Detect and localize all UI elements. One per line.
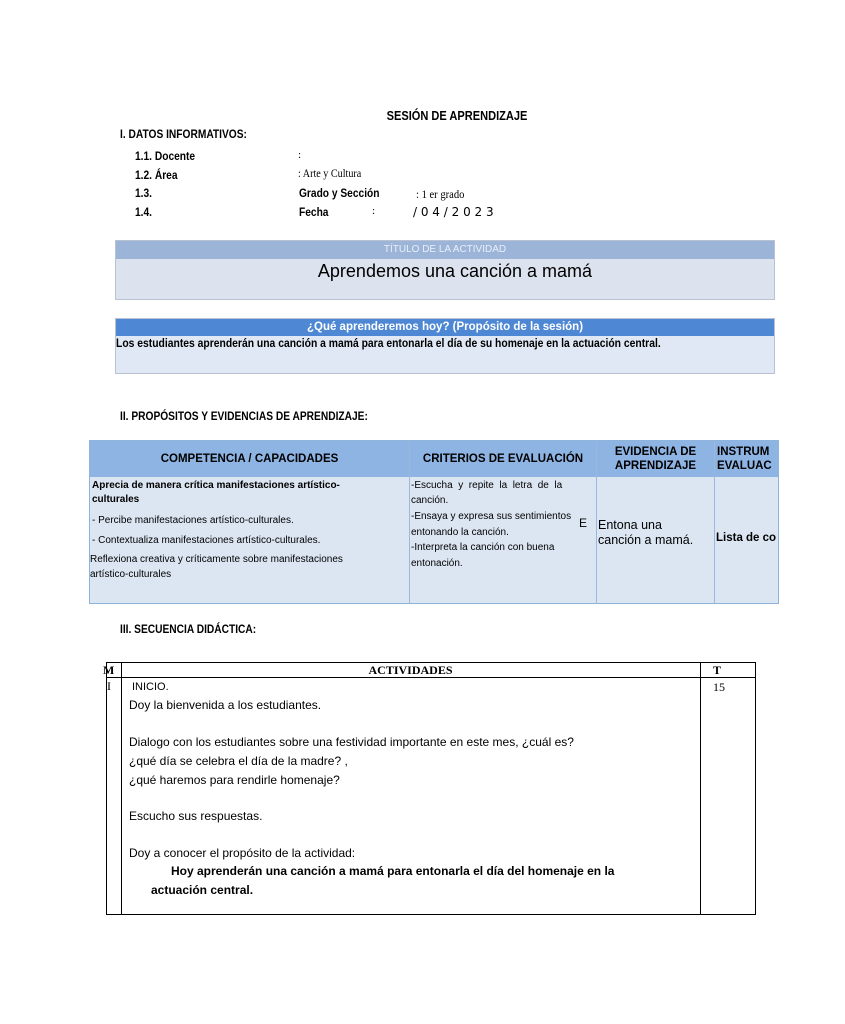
evidencia-line1: Entona una (598, 518, 662, 532)
header-evidencia-line1: EVIDENCIA DE (614, 446, 697, 458)
docente-value: : (298, 149, 302, 161)
grado-label: Grado y Sección (299, 186, 380, 200)
activity-line: ¿qué haremos para rendirle homenaje? (129, 773, 340, 787)
inicio-label: INICIO. (132, 681, 169, 693)
area-value: : Arte y Cultura (298, 168, 362, 180)
criterio-line: entonación. (411, 558, 463, 569)
competencia-title-line1: Aprecia de manera crítica manifestaciones artístico- (92, 480, 340, 491)
criterio-line: -Ensaya y expresa sus sentimientos (411, 511, 572, 522)
docente-label: 1.1. Docente (135, 149, 196, 163)
evidencia-prefix: E (579, 516, 588, 530)
competencia-title-line2: culturales (92, 494, 140, 505)
header-tiempo: T (713, 663, 722, 677)
purpose-statement-line2: actuación central. (151, 883, 254, 897)
actividades-table (103, 662, 756, 915)
fecha-number-label: 1.4. (135, 205, 153, 219)
column-divider (596, 441, 597, 603)
column-divider (409, 441, 410, 603)
activity-line: ¿qué día se celebra el día de la madre? , (129, 754, 348, 768)
fecha-separator: : (372, 205, 376, 217)
instrumento-value: Lista de co (716, 532, 777, 544)
capacidad-contextualiza: - Contextualiza manifestaciones artístico-culturales. (92, 535, 321, 546)
capacidad-reflexiona-line1: Reflexiona creativa y críticamente sobre manifestaciones (90, 554, 343, 565)
header-criterios: CRITERIOS DE EVALUACIÓN (422, 453, 584, 465)
header-instrumento-line1: INSTRUM (717, 446, 770, 458)
header-evidencia-line2: APRENDIZAJE (614, 460, 697, 472)
activity-line: Doy a conocer el propósito de la actividad: (129, 846, 356, 860)
fecha-label: Fecha (299, 205, 329, 219)
purpose-header: ¿Qué aprenderemos hoy? (Propósito de la sesión) (116, 319, 774, 336)
activity-title-header: TÍTULO DE LA ACTIVIDAD (116, 241, 774, 259)
purpose-statement-line1: Hoy aprenderán una canción a mamá para entonarla el día del homenaje en la (171, 864, 615, 878)
activity-title-box (115, 240, 775, 300)
criterio-line: entonando la canción. (411, 527, 509, 538)
header-divider (107, 677, 755, 678)
capacidad-reflexiona-line2: artístico-culturales (90, 569, 172, 580)
activity-line: Escucho sus respuestas. (129, 809, 263, 823)
area-label: 1.2. Área (135, 168, 178, 182)
purpose-text: Los estudiantes aprenderán una canción a mamá para entonarla el día de su homenaje en la actuación central. (116, 338, 661, 350)
header-actividades: ACTIVIDADES (368, 663, 453, 677)
grado-value: : 1 er grado (416, 187, 465, 201)
column-divider (700, 663, 701, 914)
criterio-line: -Interpreta la canción con buena (411, 542, 555, 553)
capacidad-percibe: - Percibe manifestaciones artístico-culturales. (92, 515, 294, 526)
activity-line: Doy la bienvenida a los estudiantes. (129, 698, 322, 712)
momento-inicio: I (107, 679, 111, 693)
section-secuencia-heading: III. SECUENCIA DIDÁCTICA: (120, 622, 257, 636)
header-momento: M (103, 663, 115, 677)
fecha-value: / 0 4 / 2 0 2 3 (413, 205, 494, 219)
tiempo-value: 15 (713, 680, 725, 694)
activity-title: Aprendemos una canción a mamá (317, 261, 593, 281)
purpose-box (115, 318, 775, 374)
section-datos-heading: I. DATOS INFORMATIVOS: (120, 127, 247, 141)
header-evidencia (597, 441, 714, 477)
column-divider (121, 663, 122, 914)
grado-number-label: 1.3. (135, 186, 153, 200)
competencias-table (89, 440, 779, 604)
header-instrumento (717, 441, 797, 477)
header-instrumento-line2: EVALUAC (717, 460, 772, 472)
criterio-line: -Escucha y repite la letra de la (411, 480, 563, 491)
header-competencia: COMPETENCIA / CAPACIDADES (160, 453, 339, 465)
document-title: SESIÓN DE APRENDIZAJE (386, 108, 528, 123)
column-divider (714, 441, 715, 603)
section-propositos-heading: II. PROPÓSITOS Y EVIDENCIAS DE APRENDIZAJE: (120, 409, 368, 423)
evidencia-line2: canción a mamá. (598, 533, 694, 547)
criterio-line: canción. (411, 495, 449, 506)
activity-line: Dialogo con los estudiantes sobre una festividad importante en este mes, ¿cuál es? (129, 735, 574, 749)
